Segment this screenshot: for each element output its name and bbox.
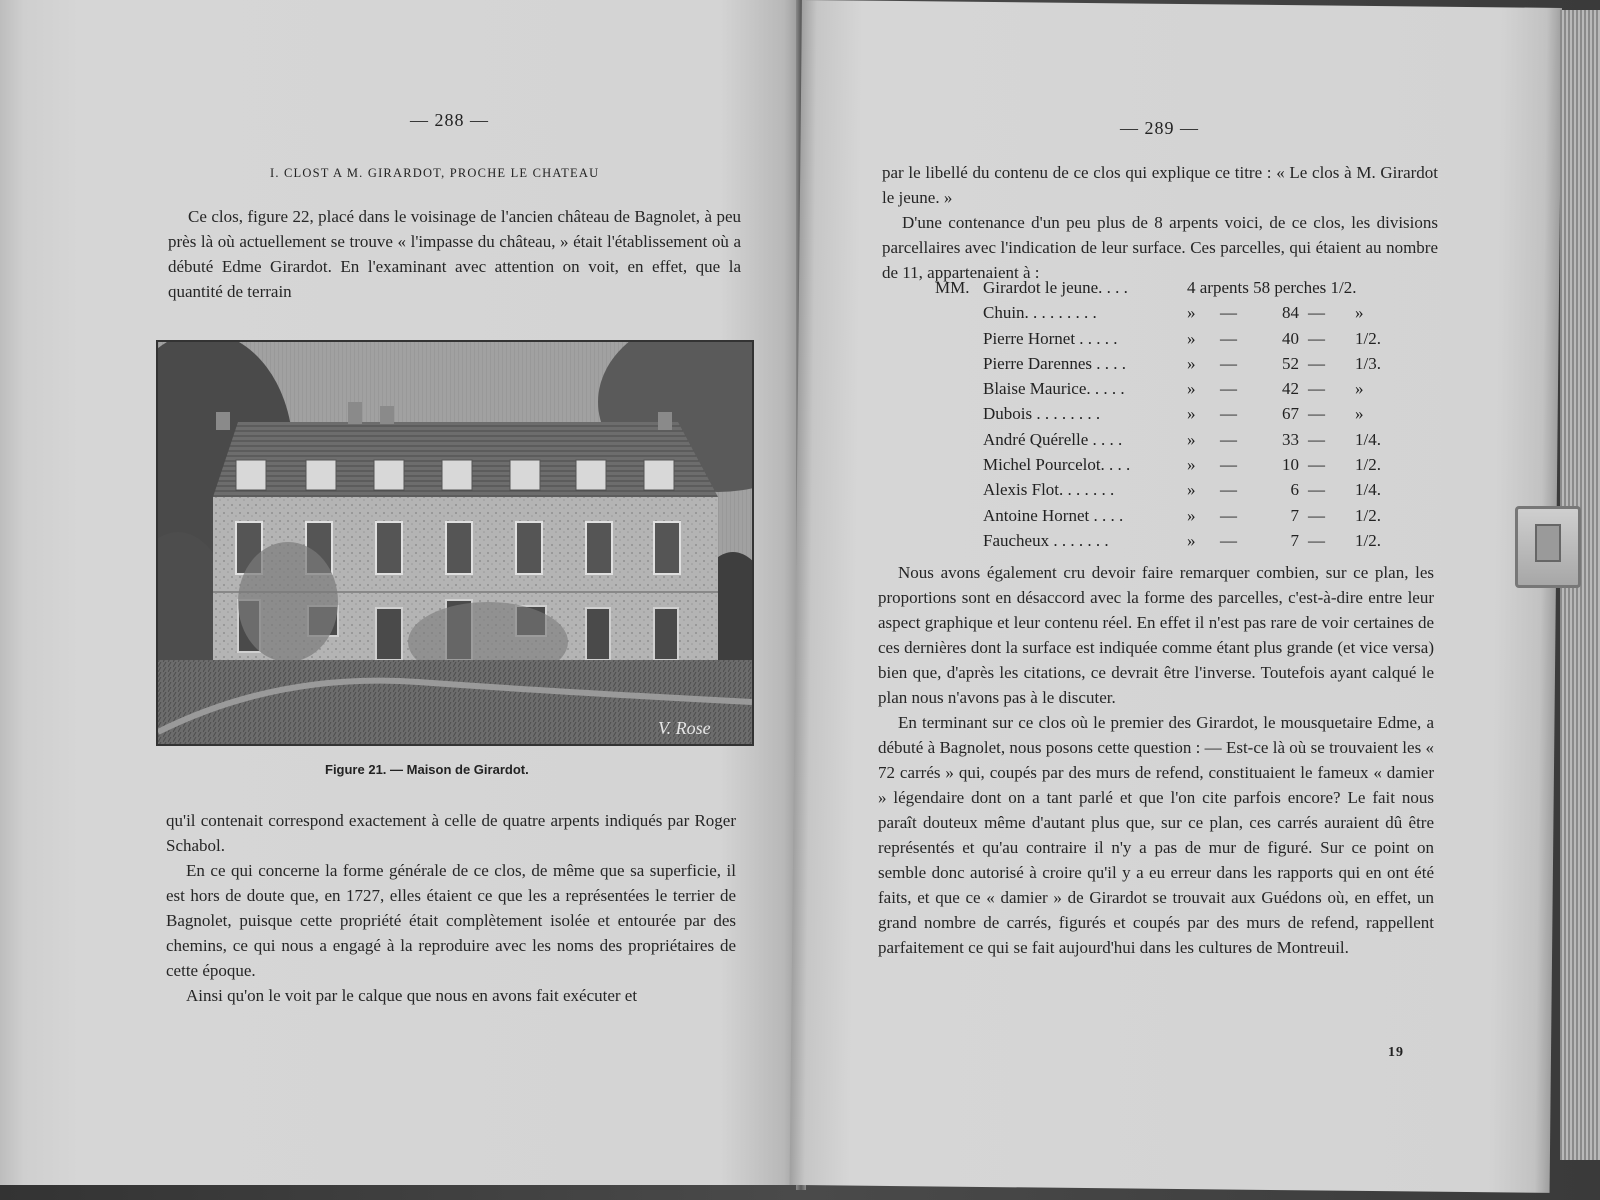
arpents-cell: »: [1187, 429, 1196, 449]
table-row: [935, 506, 1415, 531]
arpents-cell: »: [1187, 455, 1196, 475]
fraction-cell: 1/2.: [1355, 530, 1381, 550]
paragraph-text: En ce qui concerne la forme générale de ce clos, de même que sa superficie, il est hors de doute que, en 1727, elles étaient ce que les a représentées le terrier de Bagnolet, puisque cette propriété était complètement isolée et entourée par des chemins, ce qui nous a engagé à la reproduire avec les noms des propriétaires de cette époque.: [166, 861, 736, 980]
dash: —: [1220, 328, 1237, 348]
fraction-cell: 1/4.: [1355, 429, 1381, 449]
paragraph-text: Nous avons également cru devoir faire remarquer combien, sur ce plan, les proportions sont en désaccord avec la forme des parcelles, c'est-à-dire entre leur aspect graphique et leur contenu réel. En effet il n'est pas rare de voir certaines de ces dernières dont la surface est indiquée comme étant plus grande (et vice versa) bien que, d'après les citations, ce devrait être l'inverse. Toutefois ayant calqué le plan nous n'avons pas à le discuter.: [878, 563, 1434, 707]
arpents-cell: »: [1187, 404, 1196, 424]
table-row: [935, 379, 1415, 404]
table-row: [935, 480, 1415, 505]
house-engraving-image: [158, 342, 752, 744]
paragraph-text: Ce clos, figure 22, placé dans le voisinage de l'ancien château de Bagnolet, à peu près là où actuellement se trouve « l'impasse du château, » était l'établissement où a débuté Edme Girardot. En l'examinant avec attention on voit, en effet, que la quantité de terrain: [168, 207, 741, 301]
arpents-cell: »: [1187, 353, 1196, 373]
perches-cell: 6: [1290, 480, 1299, 500]
dash: —: [1220, 480, 1237, 500]
perches-cell: 52: [1282, 353, 1299, 373]
section-heading: I. CLOST A M. GIRARDOT, PROCHE LE CHATEAU: [270, 166, 600, 180]
dash: —: [1308, 353, 1325, 373]
table-row: [935, 329, 1415, 354]
fraction-cell: »: [1355, 379, 1364, 399]
owner-name: Pierre Darennes . . . .: [983, 353, 1127, 373]
fraction-cell: »: [1355, 404, 1364, 424]
dash: —: [1220, 455, 1237, 475]
owner-name: Antoine Hornet . . . .: [983, 505, 1124, 525]
perches-cell: 84: [1282, 303, 1299, 323]
figure-caption: Figure 21. — Maison de Girardot.: [325, 762, 529, 777]
dash: —: [1308, 480, 1325, 500]
paragraph-text: En terminant sur ce clos où le premier des Girardot, le mousquetaire Edme, a débuté à Bagnolet, nous posons cette question : — Est-ce là où se trouvaient les « 72 carrés » qui, coupés par des murs de refend, constituaient le fameux « damier » légendaire dont on a tant parlé et que l'on cite parfois encore? Le fait nous paraît douteux même d'autant plus que, sur ce plan, ces carrés auraient dû être représentés et qu'au contraire il n'y a pas de mur de figuré. Sur ce point on semble donc autorisé à croire qu'il y a eu erreur dans les rapports qui en ont été faits, et que ce « damier » de Girardot se trouvait aux Guédons où, en effet, un grand nombre de carrés, figurés et coupés par des murs de refend, rappellent parfaitement ce qui se fait aujourd'hui dans les cultures de Montreuil.: [878, 713, 1434, 957]
dash: —: [1220, 404, 1237, 424]
dash: —: [1308, 404, 1325, 424]
arpents-cell: »: [1187, 379, 1196, 399]
surface-value: 4 arpents 58 perches 1/2.: [1187, 278, 1357, 297]
table-row: [935, 278, 1415, 303]
perches-cell: 7: [1290, 505, 1299, 525]
fraction-cell: 1/2.: [1355, 505, 1381, 525]
dash: —: [1220, 530, 1237, 550]
dash: —: [1308, 303, 1325, 323]
fraction-cell: 1/2.: [1355, 328, 1381, 348]
right-page-number: — 289 —: [1120, 118, 1199, 138]
fraction-cell: »: [1355, 303, 1364, 323]
table-row: [935, 404, 1415, 429]
dash: —: [1308, 455, 1325, 475]
binder-clip-pin: [1535, 524, 1561, 562]
arpents-cell: »: [1187, 303, 1196, 323]
perches-cell: 42: [1282, 379, 1299, 399]
arpents-cell: »: [1187, 480, 1196, 500]
perches-cell: 33: [1282, 429, 1299, 449]
table-row: [935, 354, 1415, 379]
dash: —: [1220, 505, 1237, 525]
fraction-cell: 1/4.: [1355, 480, 1381, 500]
table-prefix: MM.: [935, 278, 970, 297]
dash: —: [1308, 328, 1325, 348]
perches-cell: 7: [1290, 530, 1299, 550]
owner-name: André Quérelle . . . .: [983, 429, 1123, 449]
perches-cell: 40: [1282, 328, 1299, 348]
parcel-table: [935, 278, 1415, 556]
table-row: [935, 303, 1415, 328]
dash: —: [1308, 379, 1325, 399]
left-page-number: — 288 —: [410, 110, 489, 130]
table-row: [935, 455, 1415, 480]
left-paragraph-1: [168, 204, 741, 304]
dash: —: [1220, 429, 1237, 449]
table-row: [935, 430, 1415, 455]
paragraph-text: Ainsi qu'on le voit par le calque que nous en avons fait exécuter et: [186, 986, 638, 1005]
arpents-cell: »: [1187, 530, 1196, 550]
dash: —: [1220, 379, 1237, 399]
owner-name: Pierre Hornet . . . . .: [983, 328, 1118, 348]
dash: —: [1308, 429, 1325, 449]
dash: —: [1220, 303, 1237, 323]
fraction-cell: 1/3.: [1355, 353, 1381, 373]
left-paragraphs-lower: [166, 808, 736, 1008]
figure-house-engraving: [156, 340, 754, 746]
owner-name: Michel Pourcelot. . . .: [983, 455, 1131, 475]
owner-name: Alexis Flot. . . . . . .: [983, 480, 1115, 500]
paragraph-text: par le libellé du contenu de ce clos qui explique ce titre : « Le clos à M. Girardot le jeune. »: [882, 163, 1438, 207]
arpents-cell: »: [1187, 505, 1196, 525]
owner-name: Chuin. . . . . . . . .: [983, 303, 1097, 323]
paragraph-text: D'une contenance d'un peu plus de 8 arpents voici, de ce clos, les divisions parcellaires avec l'indication de leur surface. Ces parcelles, qui étaient au nombre de 11, appartenaient à :: [882, 213, 1438, 282]
dash: —: [1220, 353, 1237, 373]
owner-name: Faucheux . . . . . . .: [983, 530, 1109, 550]
arpents-cell: »: [1187, 328, 1196, 348]
dash: —: [1308, 530, 1325, 550]
signature-mark: 19: [1388, 1045, 1404, 1060]
owner-name: Dubois . . . . . . . .: [983, 404, 1101, 424]
perches-cell: 67: [1282, 404, 1299, 424]
owner-name: Blaise Maurice. . . . .: [983, 379, 1125, 399]
engraver-signature: V. Rose: [658, 718, 711, 738]
owner-name: Girardot le jeune. . . .: [983, 278, 1128, 297]
dash: —: [1308, 505, 1325, 525]
fraction-cell: 1/2.: [1355, 455, 1381, 475]
perches-cell: 10: [1282, 455, 1299, 475]
right-paragraphs-lower: [878, 560, 1434, 960]
right-paragraphs-top: [882, 160, 1438, 285]
paragraph-text: qu'il contenait correspond exactement à celle de quatre arpents indiqués par Roger Schabol.: [166, 811, 736, 855]
table-row: [935, 531, 1415, 556]
